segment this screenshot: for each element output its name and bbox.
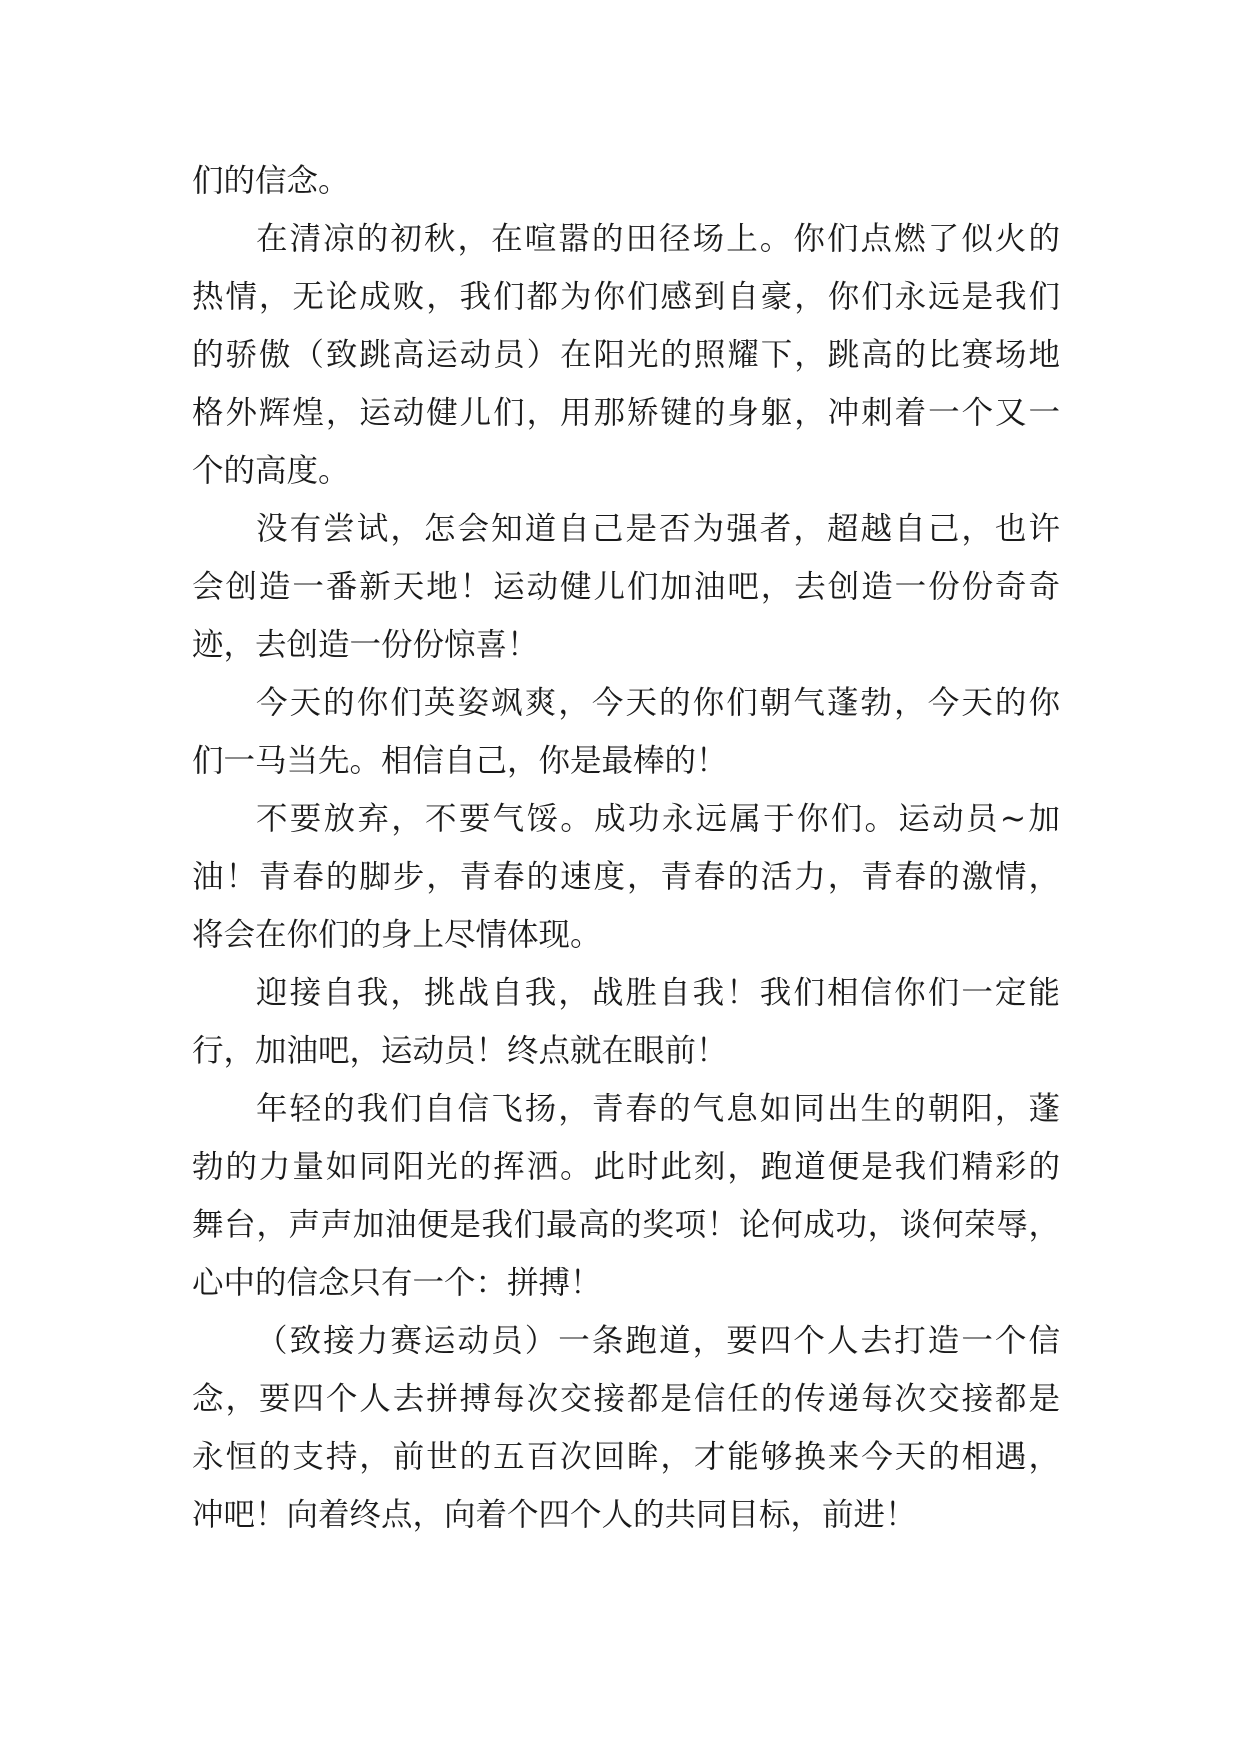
- text-line: 舞台，声声加油便是我们最高的奖项！论何成功，谈何荣辱，: [192, 1207, 1060, 1243]
- text-line: 油！青春的脚步，青春的速度，青春的活力，青春的激情，: [192, 859, 1060, 895]
- text-line: 勃的力量如同阳光的挥洒。此时此刻，跑道便是我们精彩的: [192, 1149, 1060, 1185]
- paragraph-first-line: （致接力赛运动员）一条跑道，要四个人去打造一个信: [256, 1323, 1060, 1359]
- paragraph-first-line: 不要放弃，不要气馁。成功永远属于你们。运动员~加: [256, 801, 1060, 837]
- text-line: 们的信念。: [192, 163, 350, 199]
- text-line: 永恒的支持，前世的五百次回眸，才能够换来今天的相遇，: [192, 1439, 1060, 1475]
- paragraph-first-line: 迎接自我，挑战自我，战胜自我！我们相信你们一定能: [256, 975, 1060, 1011]
- body-text: [192, 152, 1060, 1544]
- text-line: 行，加油吧，运动员！终点就在眼前！: [192, 1033, 728, 1069]
- paragraph-first-line: 没有尝试，怎会知道自己是否为强者，超越自己，也许: [256, 511, 1060, 547]
- text-line: 心中的信念只有一个：拼搏！: [192, 1265, 602, 1301]
- text-line: 个的高度。: [192, 453, 350, 489]
- text-line: 冲吧！向着终点，向着个四个人的共同目标，前进！: [192, 1497, 917, 1533]
- text-line: 热情，无论成败，我们都为你们感到自豪，你们永远是我们: [192, 279, 1060, 315]
- text-line: 会创造一番新天地！运动健儿们加油吧，去创造一份份奇奇: [192, 569, 1060, 605]
- paragraph-first-line: 年轻的我们自信飞扬，青春的气息如同出生的朝阳，蓬: [256, 1091, 1060, 1127]
- text-line: 迹，去创造一份份惊喜！: [192, 627, 539, 663]
- text-line: 格外辉煌，运动健儿们，用那矫键的身躯，冲刺着一个又一: [192, 395, 1060, 431]
- text-line: 们一马当先。相信自己，你是最棒的！: [192, 743, 728, 779]
- text-line: 的骄傲（致跳高运动员）在阳光的照耀下，跳高的比赛场地: [192, 337, 1060, 373]
- paragraph-first-line: 今天的你们英姿飒爽，今天的你们朝气蓬勃，今天的你: [256, 685, 1060, 721]
- text-line: 将会在你们的身上尽情体现。: [192, 917, 602, 953]
- paragraph-first-line: 在清凉的初秋，在喧嚣的田径场上。你们点燃了似火的: [256, 221, 1060, 257]
- text-line: 念，要四个人去拼搏每次交接都是信任的传递每次交接都是: [192, 1381, 1060, 1417]
